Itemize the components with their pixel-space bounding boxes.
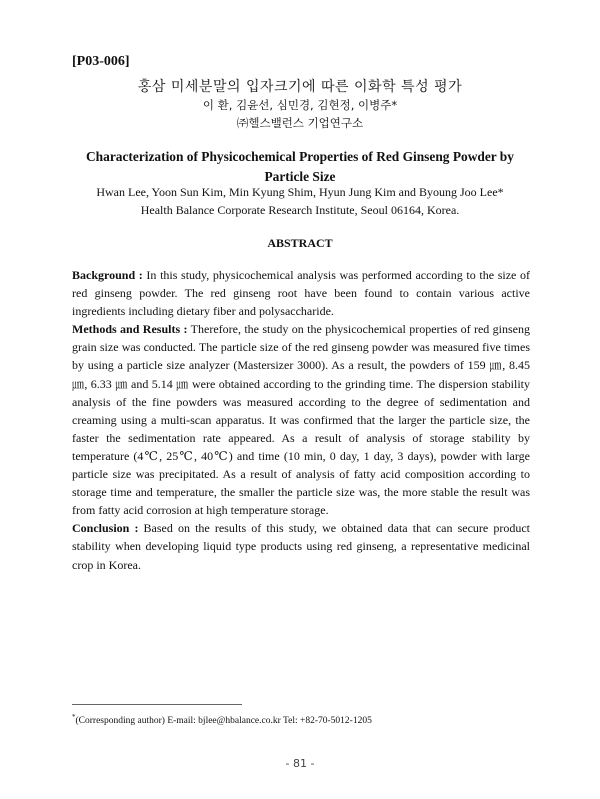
- page-number: - 81 -: [285, 757, 315, 770]
- conclusion-label: Conclusion :: [72, 521, 139, 536]
- background-paragraph: [72, 266, 530, 320]
- footnote-divider: [72, 704, 242, 705]
- english-authors: Hwan Lee, Yoon Sun Kim, Min Kyung Shim, Hyun Jung Kim and Byoung Joo Lee*: [96, 185, 504, 199]
- background-label: Background :: [72, 268, 143, 282]
- footnote: [72, 713, 372, 726]
- abstract-heading: ABSTRACT: [267, 236, 333, 250]
- footnote-mark: *: [72, 713, 76, 721]
- methods-label: Methods and Results :: [72, 322, 188, 337]
- conclusion-paragraph: [72, 519, 530, 573]
- abstract-body: [72, 266, 530, 574]
- english-affiliation: Health Balance Corporate Research Institute, Seoul 06164, Korea.: [140, 203, 460, 217]
- korean-authors: 이 환, 김윤선, 심민경, 김현정, 이병주*: [202, 98, 398, 112]
- conclusion-text: Based on the results of this study, we obtained data that can secure product stability when developing liquid type products using red ginseng, a representative medicinal crop in Korea.: [72, 521, 530, 572]
- background-text: In this study, physicochemical analysis was performed according to the size of red ginseng powder. The red ginseng root have been found to contain various active ingredients including dietary fiber and polysaccharide.: [72, 268, 530, 319]
- methods-paragraph: [72, 320, 530, 519]
- abstract-code: [P03-006]: [72, 54, 130, 69]
- footnote-text: (Corresponding author) E-mail: bjlee@hbalance.co.kr Tel: +82-70-5012-1205: [75, 716, 372, 727]
- korean-affiliation: ㈜헬스밸런스 기업연구소: [236, 116, 364, 130]
- methods-text: Therefore, the study on the physicochemical properties of red ginseng grain size was conducted. The particle size of the red ginseng powder was measured five times by using a particle size analyzer (Mastersizer 3000). As a result, the powders of 159 ㎛, 8.45 ㎛, 6.33 ㎛ and 5.14 ㎛ were obtained according to the grinding time. The dispersion stability analysis of the fine powders was measured according to the degree of sedimentation and creaming using a multi-scan apparatus. It was confirmed that the larger the particle size, the faster the sedimentation rate appeared. As a result of analysis of storage stability by temperature (4℃, 25℃, 40℃) and time (10 min, 0 day, 1 day, 3 days), powder with large particle size was precipitated. As a result of analysis of fatty acid composition according to storage time and temperature, the smaller the particle size was, the more stable the result was from fatty acid corrosion at high temperature storage.: [72, 322, 530, 518]
- english-title: Characterization of Physicochemical Properties of Red Ginseng Powder by Particle Size: [86, 149, 514, 184]
- korean-title: 홍삼 미세분말의 입자크기에 따른 이화학 특성 평가: [137, 79, 463, 95]
